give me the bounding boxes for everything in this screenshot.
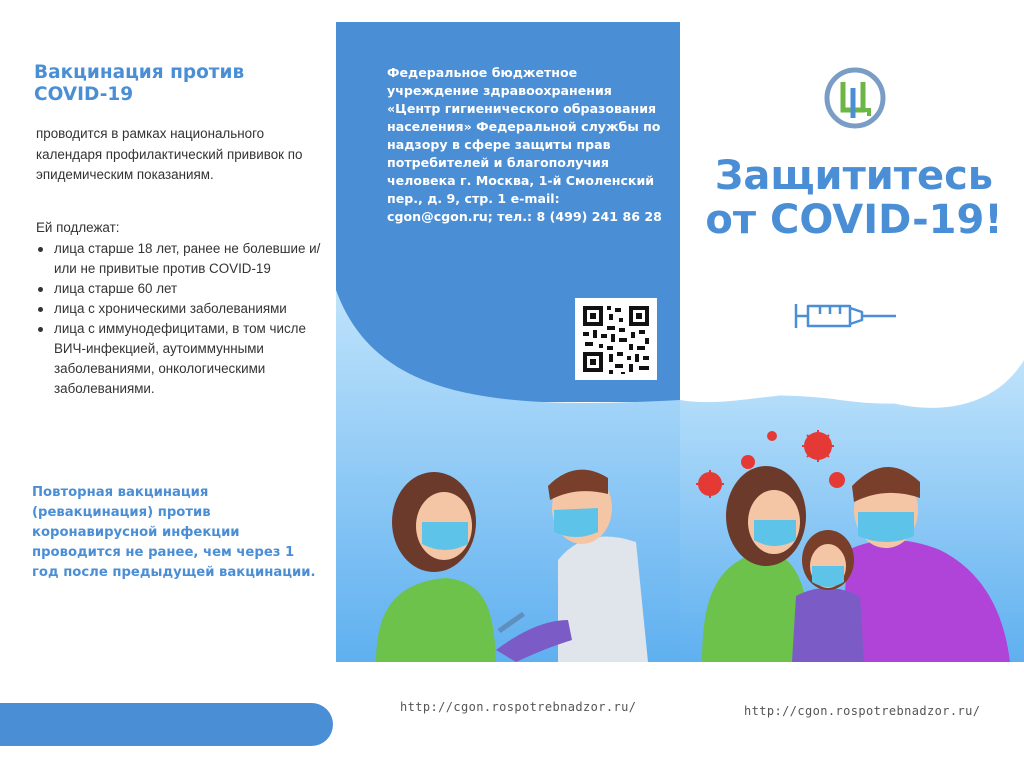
right-panel xyxy=(680,0,1024,768)
qr-code[interactable] xyxy=(575,298,657,380)
website-link[interactable]: http://cgon.rospotrebnadzor.ru/ xyxy=(744,704,981,718)
syringe-icon xyxy=(792,296,902,336)
left-panel-title: Вакцинация против COVID-19 xyxy=(34,62,245,105)
main-title-line2: от COVID-19! xyxy=(705,197,1003,243)
eligibility-list xyxy=(36,239,326,399)
eligibility-heading: Ей подлежат: xyxy=(36,220,120,235)
main-title-line1: Защититесь xyxy=(714,153,994,199)
intro-text: проводится в рамках национального календаря профилактический прививок по эпидемическим показаниям. xyxy=(36,126,303,182)
middle-panel xyxy=(336,0,680,768)
left-panel xyxy=(0,0,336,768)
cgon-logo xyxy=(823,66,887,130)
main-title xyxy=(694,154,1014,242)
website-link[interactable]: http://cgon.rospotrebnadzor.ru/ xyxy=(400,700,637,714)
eligibility-item: лица с хроническими заболеваниями xyxy=(36,299,326,319)
eligibility-item: лица старше 18 лет, ранее не болевшие и/или не привитые против COVID-19 xyxy=(36,239,326,279)
decorative-bottom-bar xyxy=(0,703,333,746)
organization-info: Федеральное бюджетное учреждение здравоохранения «Центр гигиенического образования населения» Федеральной службы по надзору в сфере защиты прав потребителей и благополучия человека г. Москва, 1-й Смоленский пер., д. 9, стр. 1 e-mail: cgon@cgon.ru; тел.: 8 (499) 241 86 28 xyxy=(387,65,662,224)
revaccination-note: Повторная вакцинация (ревакцинация) против коронавирусной инфекции проводится не ранее, чем через 1 год после предыдущей вакцинации. xyxy=(32,485,316,580)
eligibility-item: лица старше 60 лет xyxy=(36,279,326,299)
eligibility-item: лица с иммунодефицитами, в том числе ВИЧ-инфекцией, аутоиммунными заболеваниями, онкологическими заболеваниями. xyxy=(36,319,326,399)
